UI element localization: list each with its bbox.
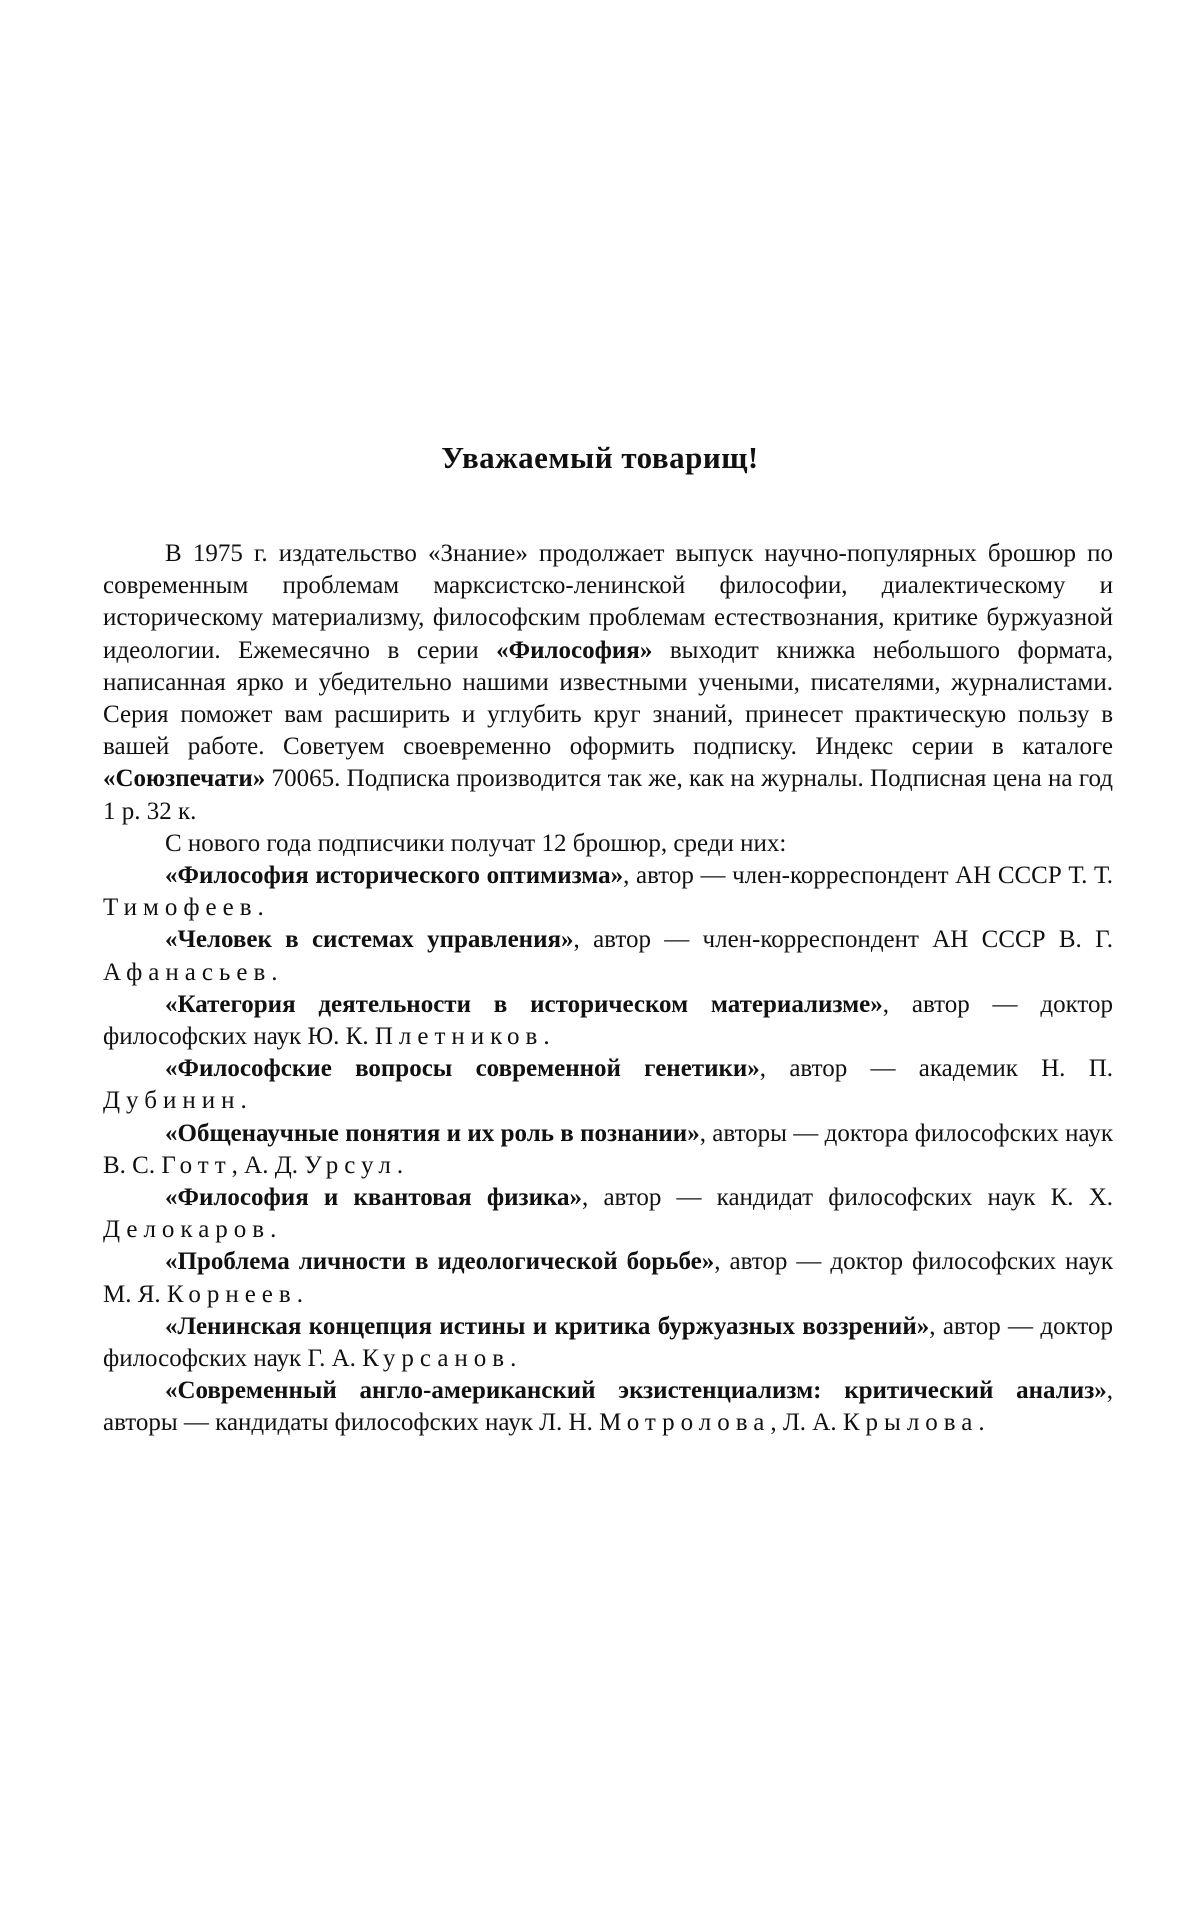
book-author-role: , автор — доктор философских наук М. Я. bbox=[103, 1248, 1113, 1308]
book-author-separator: , Л. А. bbox=[770, 1409, 843, 1437]
book-title: «Философские вопросы современной генетики» bbox=[165, 1055, 760, 1083]
book-author-separator: , А. Д. bbox=[231, 1151, 305, 1179]
book-title: «Проблема личности в идеологической борьбе» bbox=[165, 1248, 715, 1276]
punctuation: . bbox=[978, 1409, 985, 1437]
book-author-name: Тимофеев bbox=[103, 894, 258, 922]
book-item-6 bbox=[103, 1182, 1113, 1246]
book-author-name-2: Урсул bbox=[304, 1151, 397, 1179]
book-item-3 bbox=[103, 989, 1113, 1053]
book-author-name: Афанасьев bbox=[103, 958, 272, 986]
book-author-name: Дубинин bbox=[103, 1087, 241, 1115]
book-author-name-2: Крылова bbox=[842, 1409, 979, 1437]
book-item-7 bbox=[103, 1246, 1113, 1310]
body-text bbox=[103, 538, 1113, 1440]
book-item-9 bbox=[103, 1375, 1113, 1439]
book-author-role: , авторы — кандидаты философских наук Л. Н. bbox=[103, 1377, 1113, 1437]
punctuation: . bbox=[271, 958, 278, 986]
book-title: «Общенаучные понятия и их роль в познании» bbox=[165, 1119, 700, 1147]
book-author-name: Плетников bbox=[374, 1023, 544, 1051]
book-author-name: Готт bbox=[161, 1151, 232, 1179]
series-name: «Философия» bbox=[496, 636, 653, 664]
book-title: «Ленинская концепция истины и критика буржуазных воззрений» bbox=[165, 1312, 930, 1340]
book-item-4 bbox=[103, 1053, 1113, 1117]
book-title: «Современный англо-американский экзистенциализм: критический анализ» bbox=[165, 1377, 1107, 1405]
book-item-5 bbox=[103, 1118, 1113, 1182]
book-title: «Философия исторического оптимизма» bbox=[165, 862, 624, 890]
book-author-role: , автор — член-корреспондент АН СССР Т. Т. bbox=[623, 862, 1113, 890]
punctuation: . bbox=[270, 1216, 277, 1244]
subscription-paragraph: С нового года подписчики получат 12 брошюр, среди них: bbox=[165, 829, 787, 857]
book-author-name: Делокаров bbox=[103, 1216, 271, 1244]
intro-text-part2: выходит книжка небольшого формата, написанная ярко и убедительно нашими известными учеными, писателями, журналистами. Серия поможет вам расширить и углубить круг знаний, принесет практическую пользу в вашей работе. Советуем своевременно оформить подписку. Индекс серии в каталоге bbox=[103, 636, 1113, 761]
punctuation: . bbox=[543, 1023, 550, 1051]
intro-text-part1: В 1975 г. издательство «Знание» продолжает выпуск научно-популярных брошюр по современным проблемам марксистско-ленинской философии, диалектическому и историческому материализму, философским проблемам естествознания, критике буржуазной идеологии. Ежемесячно в серии bbox=[103, 540, 1113, 664]
catalog-name: «Союзпечати» bbox=[103, 765, 266, 793]
book-author-role: , автор — кандидат философских наук К. Х. bbox=[582, 1184, 1113, 1212]
book-title: «Категория деятельности в историческом материализме» bbox=[165, 990, 883, 1018]
book-title: «Философия и квантовая физика» bbox=[165, 1184, 583, 1212]
book-author-role: , автор — член-корреспондент АН СССР В. Г. bbox=[573, 926, 1113, 954]
book-item-8 bbox=[103, 1311, 1113, 1375]
book-author-name: Курсанов bbox=[362, 1345, 511, 1373]
punctuation: . bbox=[296, 1280, 303, 1308]
punctuation: . bbox=[510, 1345, 517, 1373]
book-author-name: Корнеев bbox=[166, 1280, 297, 1308]
book-author-role: , автор — академик Н. П. bbox=[759, 1055, 1113, 1083]
book-author-role: , автор — доктор философских наук Ю. К. bbox=[103, 990, 1114, 1051]
book-item-2 bbox=[103, 924, 1113, 988]
book-author-name: Мотролова bbox=[599, 1409, 771, 1437]
book-item-1 bbox=[103, 860, 1113, 924]
punctuation: . bbox=[257, 894, 264, 922]
book-author-role: , автор — доктор философских наук Г. А. bbox=[103, 1312, 1113, 1373]
punctuation: . bbox=[240, 1087, 247, 1115]
book-title: «Человек в системах управления» bbox=[165, 926, 574, 954]
intro-paragraph bbox=[103, 538, 1113, 828]
intro-text-part3: 70065. Подписка производится так же, как на журналы. Подписная цена на год 1 р. 32 к. bbox=[103, 765, 1113, 825]
punctuation: . bbox=[396, 1151, 404, 1179]
page-title: Уважаемый товарищ! bbox=[441, 440, 759, 475]
book-author-role: , авторы — доктора философских наук В. С. bbox=[103, 1119, 1113, 1179]
